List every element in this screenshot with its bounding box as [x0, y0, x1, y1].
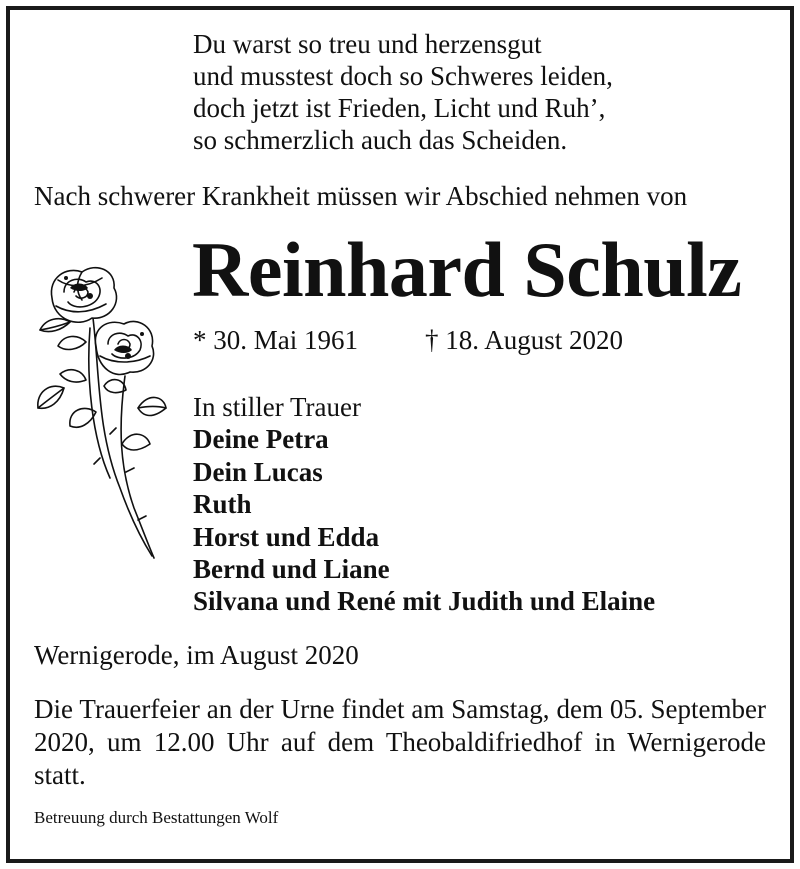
death-date: † 18. August 2020: [425, 325, 624, 355]
mourner-name: Deine Petra: [193, 424, 329, 455]
mourner-name: Horst und Edda: [193, 521, 380, 552]
life-dates: [193, 324, 624, 356]
mourner-name: Bernd und Liane: [193, 554, 390, 585]
birth-date: * 30. Mai 1961: [193, 325, 358, 355]
place-date: Wernigerode, im August 2020: [34, 640, 359, 670]
memorial-poem: [193, 28, 613, 156]
mourner-name: Ruth: [193, 489, 252, 520]
poem-line: Du warst so treu und herzensgut: [193, 29, 542, 59]
undertaker-credit: Betreuung durch Bestattungen Wolf: [34, 808, 279, 827]
poem-line: doch jetzt ist Frieden, Licht und Ruh’,: [193, 93, 606, 123]
poem-line: und musstest doch so Schweres leiden,: [193, 61, 613, 91]
poem-line: so schmerzlich auch das Scheiden.: [193, 125, 568, 155]
mourners-list: [193, 391, 655, 618]
ceremony-info: Die Trauerfeier an der Urne findet am Samstag, dem 05. September 2020, um 12.00 Uhr auf dem Theobaldifriedhof in Wernigerode statt.: [34, 694, 766, 790]
mourner-name: Silvana und René mit Judith und Elaine: [193, 586, 656, 617]
intro-text: Nach schwerer Krankheit müssen wir Abschied nehmen von: [34, 181, 688, 211]
mourner-name: Dein Lucas: [193, 456, 323, 487]
roses-icon: [30, 258, 170, 563]
mourning-heading: In stiller Trauer: [193, 392, 361, 422]
deceased-name: Reinhard Schulz: [192, 226, 742, 313]
